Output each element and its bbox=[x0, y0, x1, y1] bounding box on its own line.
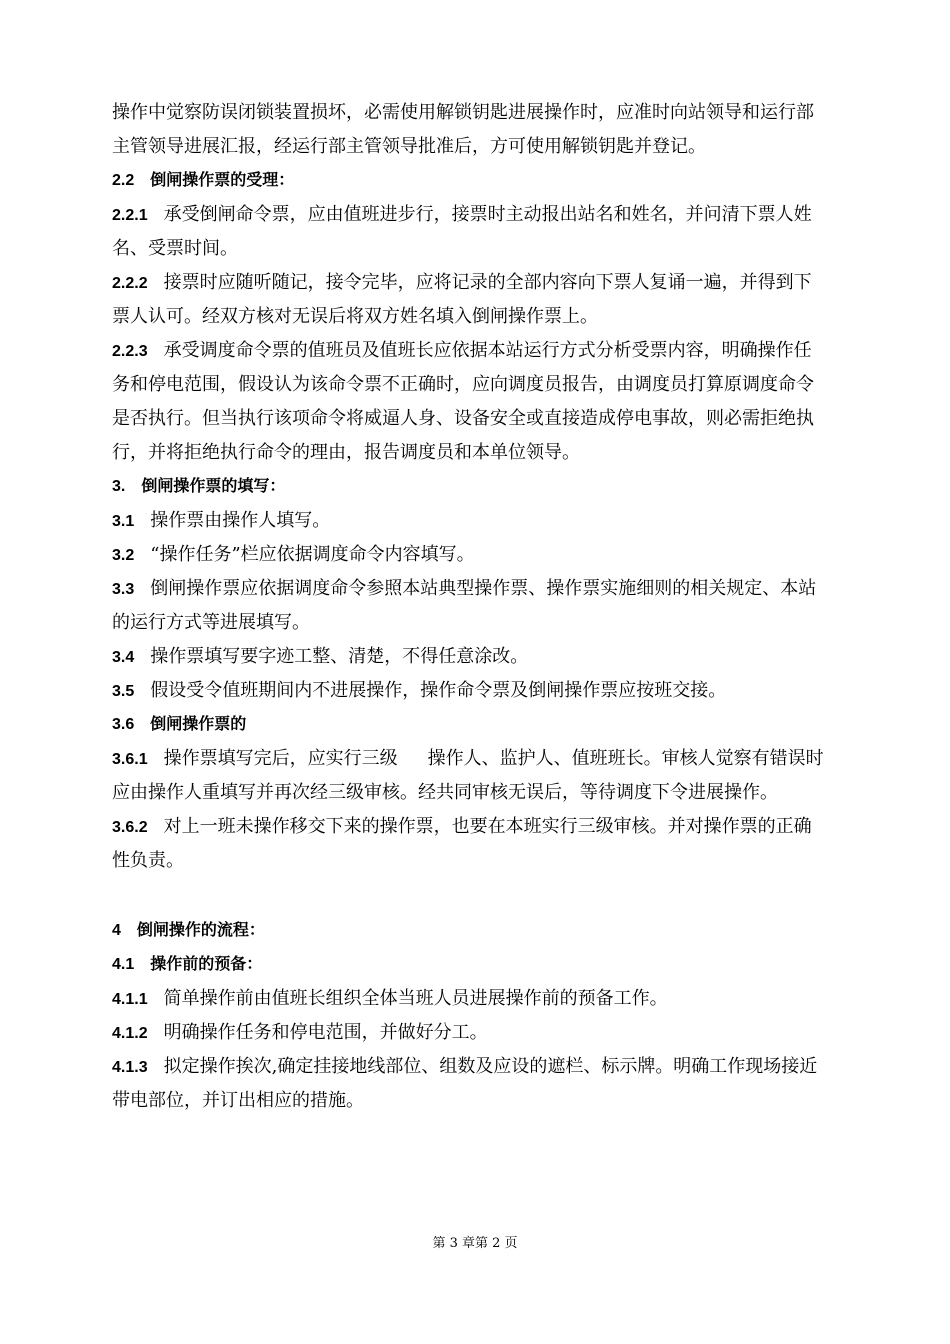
clause-text: 操作票填写完后，应实行三级 bbox=[163, 748, 398, 769]
section-number: 2.2 bbox=[112, 172, 135, 189]
clause-2-2-1 bbox=[112, 198, 864, 232]
clause-text: 假设受令值班期间内不进展操作，操作命令票及倒闸操作票应按班交接。 bbox=[150, 680, 727, 701]
clause-2-2-2 bbox=[112, 266, 864, 300]
clause-2-2-3-cont-2: 是否执行。但当执行该项命令将威逼人身、设备安全或直接造成停电事故，则必需拒绝执 bbox=[112, 408, 814, 429]
clause-2-2-3-cont-1: 务和停电范围，假设认为该命令票不正确时，应向调度员报告，由调度员打算原调度命令 bbox=[112, 374, 814, 395]
clause-3-3-cont: 的运行方式等进展填写。 bbox=[112, 612, 310, 633]
section-title: 倒闸操作票的受理： bbox=[150, 172, 295, 189]
clause-text: 对上一班未操作移交下来的操作票，也要在本班实行三级审核。并对操作票的正确 bbox=[163, 816, 812, 837]
clause-text: 接票时应随听随记，接令完毕，应将记录的全部内容向下票人复诵一遍，并得到下 bbox=[163, 272, 812, 293]
section-number: 4 bbox=[112, 922, 121, 939]
clause-text: 操作票填写要字迹工整、清楚，不得任意涂改。 bbox=[150, 646, 529, 667]
intro-line-1: 操作中觉察防误闭锁装置损坏，必需使用解锁钥匙进展操作时，应准时向站领导和运行部 bbox=[112, 102, 814, 123]
clause-2-2-3 bbox=[112, 334, 864, 368]
clause-3-6-1 bbox=[112, 742, 864, 776]
clause-number: 3.6.2 bbox=[112, 819, 148, 836]
clause-number: 4.1.1 bbox=[112, 991, 148, 1008]
section-title: 倒闸操作票的 bbox=[150, 716, 247, 733]
section-4-heading bbox=[112, 914, 864, 948]
clause-text: 简单操作前由值班长组织全体当班人员进展操作前的预备工作。 bbox=[163, 988, 668, 1009]
clause-2-2-1-cont: 名、受票时间。 bbox=[112, 238, 238, 259]
clause-2-2-3-cont-3: 行，并将拒绝执行命令的理由，报告调度员和本单位领导。 bbox=[112, 442, 580, 463]
clause-text: “操作任务”栏应依据调度命令内容填写。 bbox=[150, 544, 475, 565]
clause-4-1-3-cont: 带电部位，并订出相应的措施。 bbox=[112, 1090, 364, 1111]
section-title: 倒闸操作票的填写： bbox=[141, 478, 286, 495]
clause-number: 3.3 bbox=[112, 581, 135, 598]
clause-number: 3.5 bbox=[112, 683, 135, 700]
clause-3-2 bbox=[112, 538, 864, 572]
section-2-2-heading bbox=[112, 164, 864, 198]
clause-text-continued: 操作人、监护人、值班班长。审核人觉察有错误时 bbox=[427, 748, 824, 769]
clause-4-1-1 bbox=[112, 982, 864, 1016]
section-spacer bbox=[112, 878, 864, 914]
section-number: 4.1 bbox=[112, 956, 135, 973]
clause-3-3 bbox=[112, 572, 864, 606]
clause-text: 倒闸操作票应依据调度命令参照本站典型操作票、操作票实施细则的相关规定、本站 bbox=[150, 578, 817, 599]
clause-number: 3.1 bbox=[112, 513, 135, 530]
clause-text: 承受调度命令票的值班员及值班长应依据本站运行方式分析受票内容，明确操作任 bbox=[163, 340, 812, 361]
document-body bbox=[112, 96, 864, 1118]
intro-line-2: 主管领导进展汇报，经运行部主管领导批准后，方可使用解锁钥匙并登记。 bbox=[112, 136, 706, 157]
clause-3-1 bbox=[112, 504, 864, 538]
section-3-heading bbox=[112, 470, 864, 504]
clause-number: 2.2.3 bbox=[112, 343, 148, 360]
clause-3-6-2 bbox=[112, 810, 864, 844]
section-number: 3. bbox=[112, 478, 126, 495]
clause-2-2-2-cont: 票人认可。经双方核对无误后将双方姓名填入倒闸操作票上。 bbox=[112, 306, 598, 327]
clause-3-4 bbox=[112, 640, 864, 674]
clause-number: 3.4 bbox=[112, 649, 135, 666]
section-number: 3.6 bbox=[112, 716, 135, 733]
clause-4-1-2 bbox=[112, 1016, 864, 1050]
clause-number: 3.2 bbox=[112, 547, 135, 564]
clause-3-6-2-cont: 性负责。 bbox=[112, 850, 184, 871]
section-title: 倒闸操作的流程： bbox=[136, 922, 265, 939]
clause-4-1-3 bbox=[112, 1050, 864, 1084]
section-3-6-heading bbox=[112, 708, 864, 742]
section-title: 操作前的预备： bbox=[150, 956, 263, 973]
clause-text: 操作票由操作人填写。 bbox=[150, 510, 331, 531]
clause-3-5 bbox=[112, 674, 864, 708]
clause-number: 3.6.1 bbox=[112, 751, 148, 768]
clause-text: 明确操作任务和停电范围，并做好分工。 bbox=[163, 1022, 488, 1043]
clause-number: 4.1.3 bbox=[112, 1059, 148, 1076]
section-4-1-heading bbox=[112, 948, 864, 982]
clause-number: 4.1.2 bbox=[112, 1025, 148, 1042]
clause-3-6-1-cont: 应由操作人重填写并再次经三级审核。经共同审核无误后，等待调度下令进展操作。 bbox=[112, 782, 778, 803]
page-footer: 第 3 章第 2 页 bbox=[432, 1236, 518, 1251]
clause-text: 承受倒闸命令票，应由值班进步行，接票时主动报出站名和姓名，并问清下票人姓 bbox=[163, 204, 812, 225]
clause-number: 2.2.1 bbox=[112, 207, 148, 224]
clause-number: 2.2.2 bbox=[112, 275, 148, 292]
clause-text: 拟定操作挨次,确定挂接地线部位、组数及应设的遮栏、标示牌。明确工作现场接近 bbox=[163, 1056, 818, 1077]
